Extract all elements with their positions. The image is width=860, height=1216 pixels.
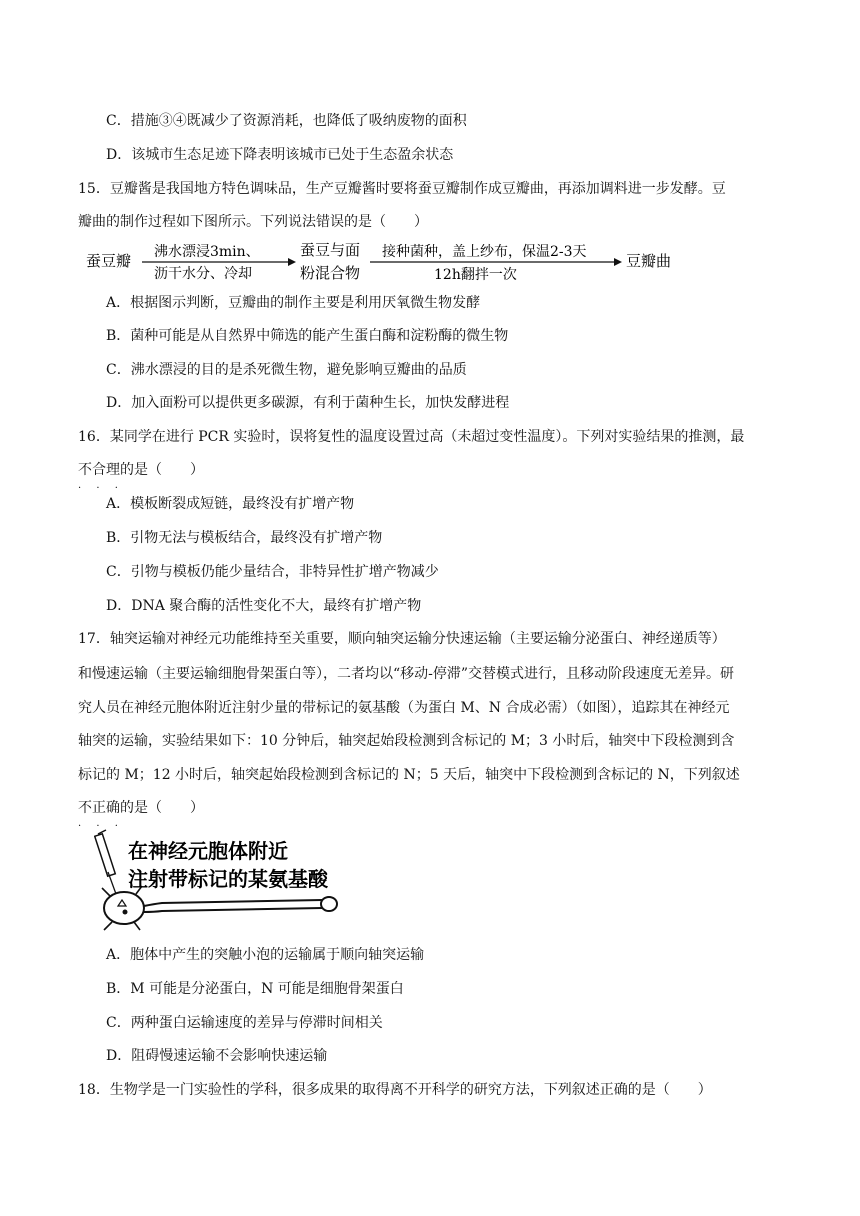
q15-option-b: B．菌种可能是从自然界中筛选的能产生蛋白酶和淀粉酶的微生物 [106, 328, 509, 344]
q14-option-c: C．措施③④既减少了资源消耗，也降低了吸纳废物的面积 [106, 113, 467, 129]
q16-option-a: A．模板断裂成短链，最终没有扩增产物 [106, 496, 355, 512]
q17-stem-line-6: 不正确 · · · 的是（ ） [78, 800, 204, 832]
flow-step1-bottom: 沥干水分、冷却 [154, 266, 252, 282]
q15-stem-line-1: 15．豆瓣酱是我国地方特色调味品，生产豆瓣酱时要将蚕豆瓣制作成豆瓣曲，再添加调料进一步发酵。豆 [78, 181, 726, 197]
q17-option-c: C．两种蛋白运输速度的差异与停滞时间相关 [106, 1015, 383, 1031]
q17-option-a: A．胞体中产生的突触小泡的运输属于顺向轴突运输 [106, 947, 425, 963]
q17-stem-line-5: 标记的 M；12 小时后，轴突起始段检测到含标记的 N；5 天后，轴突中下段检测到含标记的 N，下列叙述 [78, 767, 740, 783]
q16-emphasis: 不合理 · · · [78, 462, 124, 494]
neuron-icon [102, 886, 337, 930]
q16-stem-line-2: 不合理 · · · 的是（ ） [78, 462, 204, 494]
flow-arrow-1-head [288, 258, 296, 266]
flow-arrow-2-head [614, 258, 622, 266]
figure-label-line-1: 在神经元胞体附近 [128, 839, 288, 863]
q17-stem-line-4: 轴突的运输，实验结果如下：10 分钟后，轴突起始段检测到含标记的 M；3 小时后，轴突中下段检测到含 [78, 733, 735, 749]
q15-flow-diagram [82, 238, 702, 284]
flow-step2-top: 接种菌种，盖上纱布，保温2-3天 [382, 244, 587, 260]
flow-end-label: 豆瓣曲 [626, 252, 672, 270]
flow-start-label: 蚕豆瓣 [86, 252, 132, 270]
q17-neuron-figure [94, 826, 384, 936]
flow-step1-top: 沸水漂浸3min、 [154, 244, 260, 260]
q17-option-b: B．M 可能是分泌蛋白，N 可能是细胞骨架蛋白 [106, 981, 404, 997]
q17-stem-line-3: 究人员在神经元胞体附近注射少量的带标记的氨基酸（为蛋白 M、N 合成必需）（如图），追踪其在神经元 [78, 700, 730, 716]
flow-step2-bottom: 12h翻拌一次 [434, 267, 517, 283]
q15-stem-line-2: 瓣曲的制作过程如下图所示。下列说法错误的是（ ） [78, 214, 428, 230]
flow-mid-line-2: 粉混合物 [300, 264, 361, 282]
q17-stem-line-1: 17．轴突运输对神经元功能维持至关重要，顺向轴突运输分快速运输（主要运输分泌蛋白、神经递质等） [78, 631, 726, 647]
q15-option-d: D．加入面粉可以提供更多碳源，有利于菌种生长，加快发酵进程 [106, 395, 510, 411]
figure-label-line-2: 注射带标记的某氨基酸 [128, 867, 328, 891]
q16-option-d: D．DNA 聚合酶的活性变化不大，最终有扩增产物 [106, 598, 422, 614]
q17-stem-line-2: 和慢速运输（主要运输细胞骨架蛋白等），二者均以“移动-停滞”交替模式进行，且移动阶段速度无差异。研 [78, 666, 735, 682]
q16-option-c: C．引物与模板仍能少量结合，非特异性扩增产物减少 [106, 564, 439, 580]
q15-option-c: C．沸水漂浸的目的是杀死微生物，避免影响豆瓣曲的品质 [106, 362, 467, 378]
q14-option-d: D．该城市生态足迹下降表明该城市已处于生态盈余状态 [106, 147, 454, 163]
syringe-icon [95, 830, 116, 894]
q16-stem-line-1: 16．某同学在进行 PCR 实验时，误将复性的温度设置过高（未超过变性温度）。下列对实验结果的推测，最 [78, 429, 745, 445]
q17-option-d: D．阻碍慢速运输不会影响快速运输 [106, 1048, 328, 1064]
flow-mid-line-1: 蚕豆与面 [300, 241, 361, 259]
q18-stem-line-1: 18．生物学是一门实验性的学科，很多成果的取得离不开科学的研究方法，下列叙述正确的是（ ） [78, 1082, 712, 1098]
q15-option-a: A．根据图示判断，豆瓣曲的制作主要是利用厌氧微生物发酵 [106, 295, 481, 311]
q17-emphasis: 不正确 · · · [78, 800, 124, 832]
q16-option-b: B．引物无法与模板结合，最终没有扩增产物 [106, 530, 383, 546]
